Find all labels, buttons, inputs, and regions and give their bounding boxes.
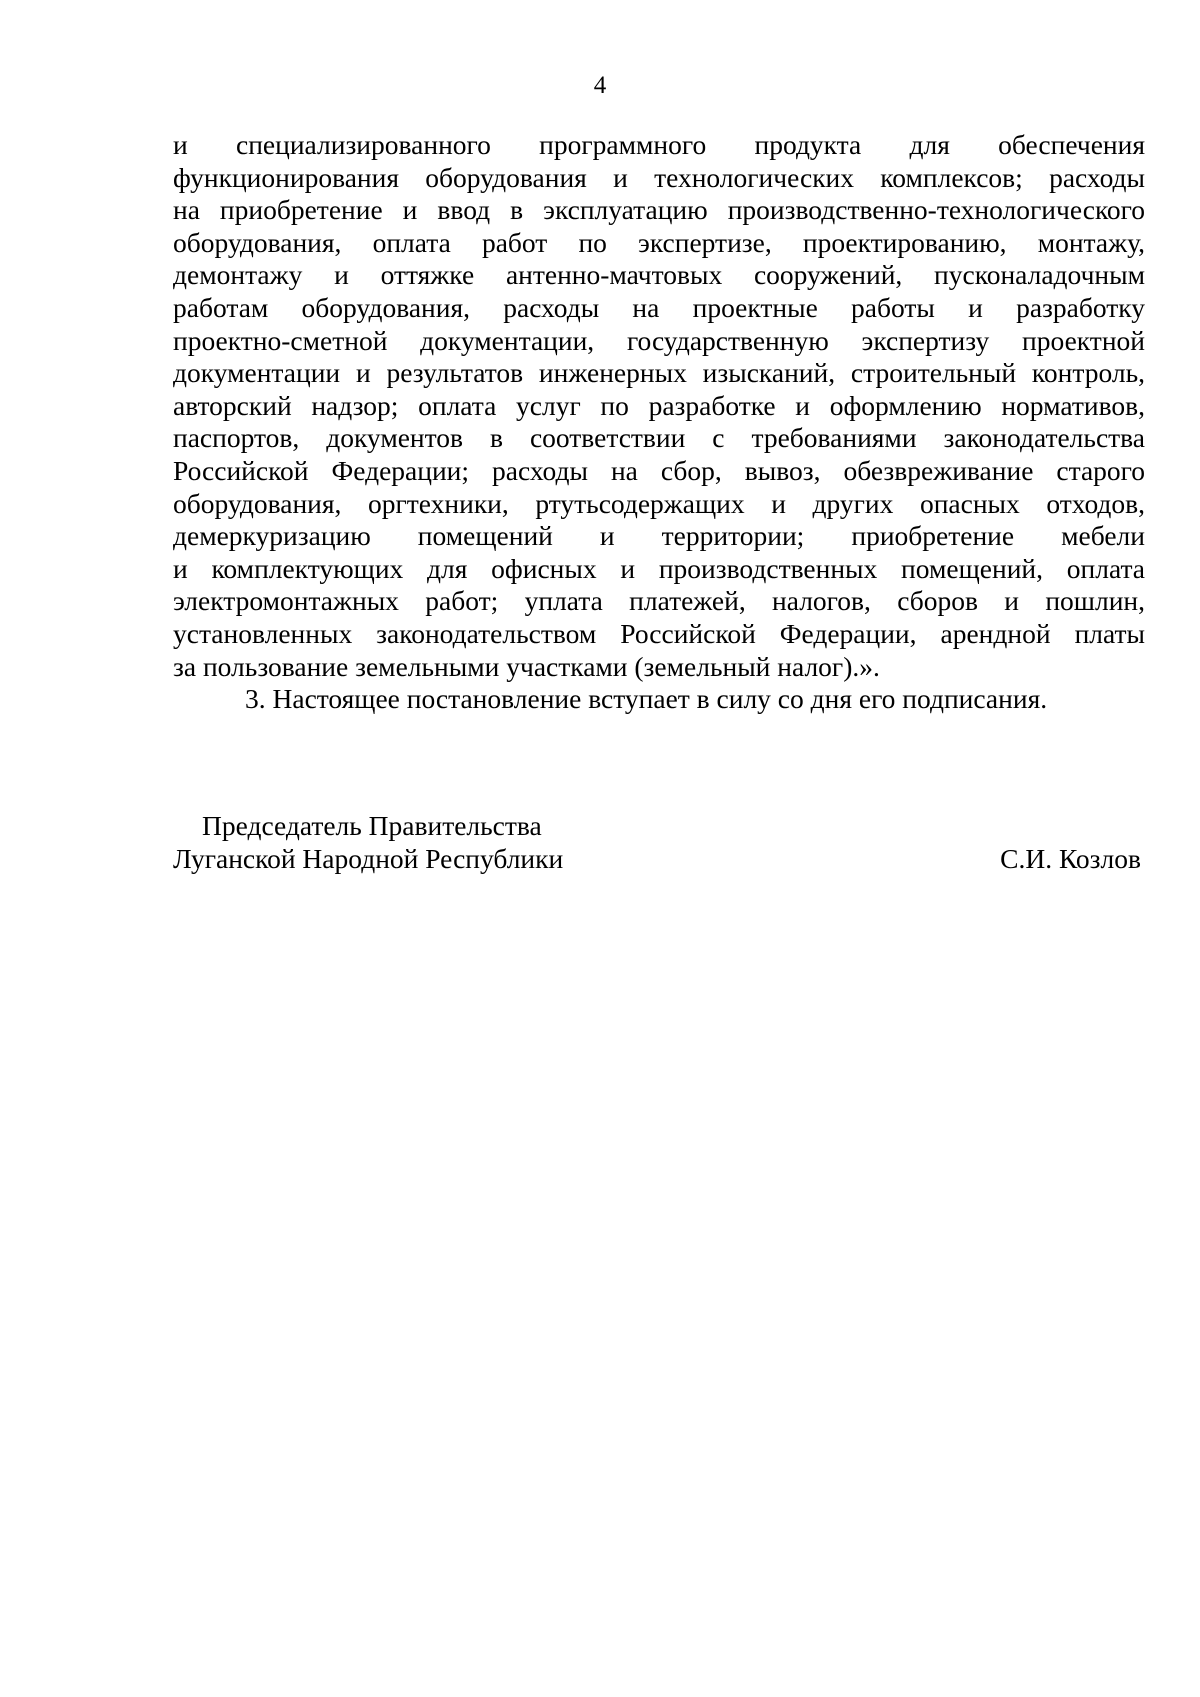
text-line: паспортов, документов в соответствии с требованиями законодательства xyxy=(173,422,1145,454)
text-line: демонтажу и оттяжке антенно-мачтовых сооружений, пусконаладочным xyxy=(173,259,1145,291)
text-line: и специализированного программного продукта для обеспечения xyxy=(173,129,1145,160)
text-line: и комплектующих для офисных и производственных помещений, оплата xyxy=(173,552,1145,584)
text-line: установленных законодательством Российской Федерации, арендной платы xyxy=(173,617,1145,649)
text-line: документации и результатов инженерных изысканий, строительный контроль, xyxy=(173,357,1145,389)
signatory-organization: Луганской Народной Республики xyxy=(173,842,564,874)
text-line: оборудования, оплата работ по экспертизе, проектированию, монтажу, xyxy=(173,226,1145,258)
text-line: за пользование земельными участками (земельный налог).». xyxy=(173,650,880,682)
text-line: на приобретение и ввод в эксплуатацию производственно-технологического xyxy=(173,194,1145,226)
text-line: оборудования, оргтехники, ртутьсодержащих и других опасных отходов, xyxy=(173,487,1145,519)
signatory-title: Председатель Правительства xyxy=(202,810,542,841)
effective-date-paragraph: 3. Настоящее постановление вступает в силу со дня его подписания. xyxy=(245,683,1048,714)
text-line: электромонтажных работ; уплата платежей, налогов, сборов и пошлин, xyxy=(173,585,1145,617)
text-line: проектно-сметной документации, государственную экспертизу проектной xyxy=(173,324,1145,356)
text-line: демеркуризацию помещений и территории; приобретение мебели xyxy=(173,520,1145,552)
signatory-name: С.И. Козлов xyxy=(1000,842,1141,874)
page-number: 4 xyxy=(593,72,607,99)
signature-block xyxy=(173,810,1145,875)
text-line: функционирования оборудования и технологических комплексов; расходы xyxy=(173,161,1145,193)
continuation-paragraph xyxy=(173,129,1145,683)
text-line: авторский надзор; оплата услуг по разработке и оформлению нормативов, xyxy=(173,389,1145,421)
text-line: Российской Федерации; расходы на сбор, вывоз, обезвреживание старого xyxy=(173,454,1145,486)
text-line: работам оборудования, расходы на проектные работы и разработку xyxy=(173,291,1145,323)
